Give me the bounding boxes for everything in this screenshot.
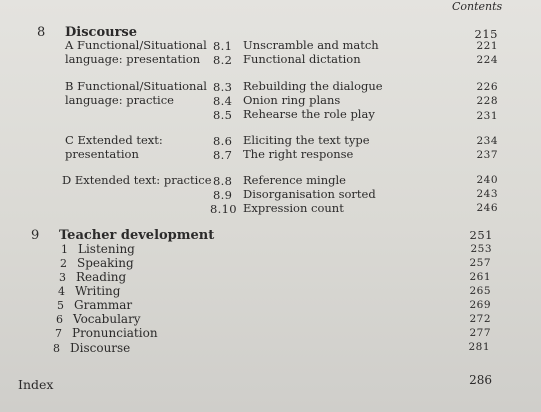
entry-number: 8.6 <box>213 134 233 148</box>
entry-title: Pronunciation <box>72 326 158 340</box>
entry-page: 281 <box>468 341 490 353</box>
entry-page: 277 <box>469 327 491 339</box>
chapter-8-title: Discourse <box>65 25 138 40</box>
entry-number: 8.3 <box>213 80 233 94</box>
entry-title: Reading <box>76 270 127 284</box>
index-page: 286 <box>469 373 492 387</box>
group-a-label-line1: A Functional/Situational <box>65 38 207 52</box>
entry-page: 228 <box>476 95 498 107</box>
entry-number: 8.1 <box>213 39 233 53</box>
entry-title: Disorganisation sorted <box>243 187 376 201</box>
entry-page: 221 <box>476 40 498 52</box>
entry-number: 8.8 <box>213 174 233 188</box>
entry-number: 1 <box>61 243 68 256</box>
entry-title: Reference mingle <box>243 173 346 187</box>
entry-number: 4 <box>58 285 65 298</box>
group-a-label-line2: language: presentation <box>65 52 201 66</box>
entry-page: 237 <box>476 149 498 161</box>
entry-page: 253 <box>470 243 492 255</box>
entry-page: 272 <box>469 313 491 325</box>
entry-title: Rebuilding the dialogue <box>243 79 383 93</box>
entry-title: Rehearse the role play <box>243 107 375 121</box>
entry-page: 234 <box>476 135 498 147</box>
entry-title: Vocabulary <box>73 312 141 326</box>
entry-page: 269 <box>469 299 491 311</box>
entry-page: 231 <box>476 110 498 122</box>
entry-number: 8 <box>53 342 60 355</box>
entry-number: 8.10 <box>210 202 237 216</box>
entry-title: Functional dictation <box>243 52 361 66</box>
entry-title: Grammar <box>74 298 133 312</box>
entry-page: 226 <box>476 81 498 93</box>
entry-page: 224 <box>476 54 498 66</box>
group-c-label-line2: presentation <box>65 147 139 161</box>
entry-number: 3 <box>59 271 66 284</box>
entry-number: 8.5 <box>213 108 233 122</box>
chapter-9-title: Teacher development <box>59 228 215 243</box>
chapter-8-number: 8 <box>37 25 46 40</box>
entry-title: Unscramble and match <box>243 38 379 52</box>
group-b-label-line1: B Functional/Situational <box>65 79 207 93</box>
entry-number: 8.2 <box>213 53 233 67</box>
group-c-label-line1: C Extended text: <box>65 133 163 147</box>
entry-title: Speaking <box>77 256 134 270</box>
entry-number: 6 <box>56 313 63 326</box>
group-b-label-line2: language: practice <box>65 93 174 107</box>
chapter-9-number: 9 <box>31 228 40 243</box>
entry-title: The right response <box>243 147 354 161</box>
chapter-8-page: 215 <box>474 27 498 41</box>
chapter-9-page: 251 <box>469 228 493 242</box>
entry-number: 7 <box>55 327 62 340</box>
entry-page: 261 <box>469 271 491 283</box>
entry-page: 240 <box>476 174 498 186</box>
entry-title: Eliciting the text type <box>243 133 370 147</box>
entry-number: 8.7 <box>213 148 233 162</box>
entry-page: 265 <box>469 285 491 297</box>
index-label: Index <box>18 377 54 392</box>
entry-title: Onion ring plans <box>243 93 341 107</box>
group-d-label: D Extended text: practice <box>62 173 212 187</box>
entry-number: 2 <box>60 257 67 270</box>
entry-page: 243 <box>476 188 498 200</box>
entry-title: Discourse <box>70 341 131 355</box>
entry-number: 8.9 <box>213 188 233 202</box>
entry-title: Expression count <box>243 201 344 215</box>
running-header: Contents <box>452 0 503 13</box>
entry-title: Listening <box>78 242 135 256</box>
entry-page: 257 <box>469 257 491 269</box>
entry-number: 5 <box>57 299 64 312</box>
entry-title: Writing <box>75 284 121 298</box>
entry-page: 246 <box>476 202 498 214</box>
entry-number: 8.4 <box>213 94 233 108</box>
